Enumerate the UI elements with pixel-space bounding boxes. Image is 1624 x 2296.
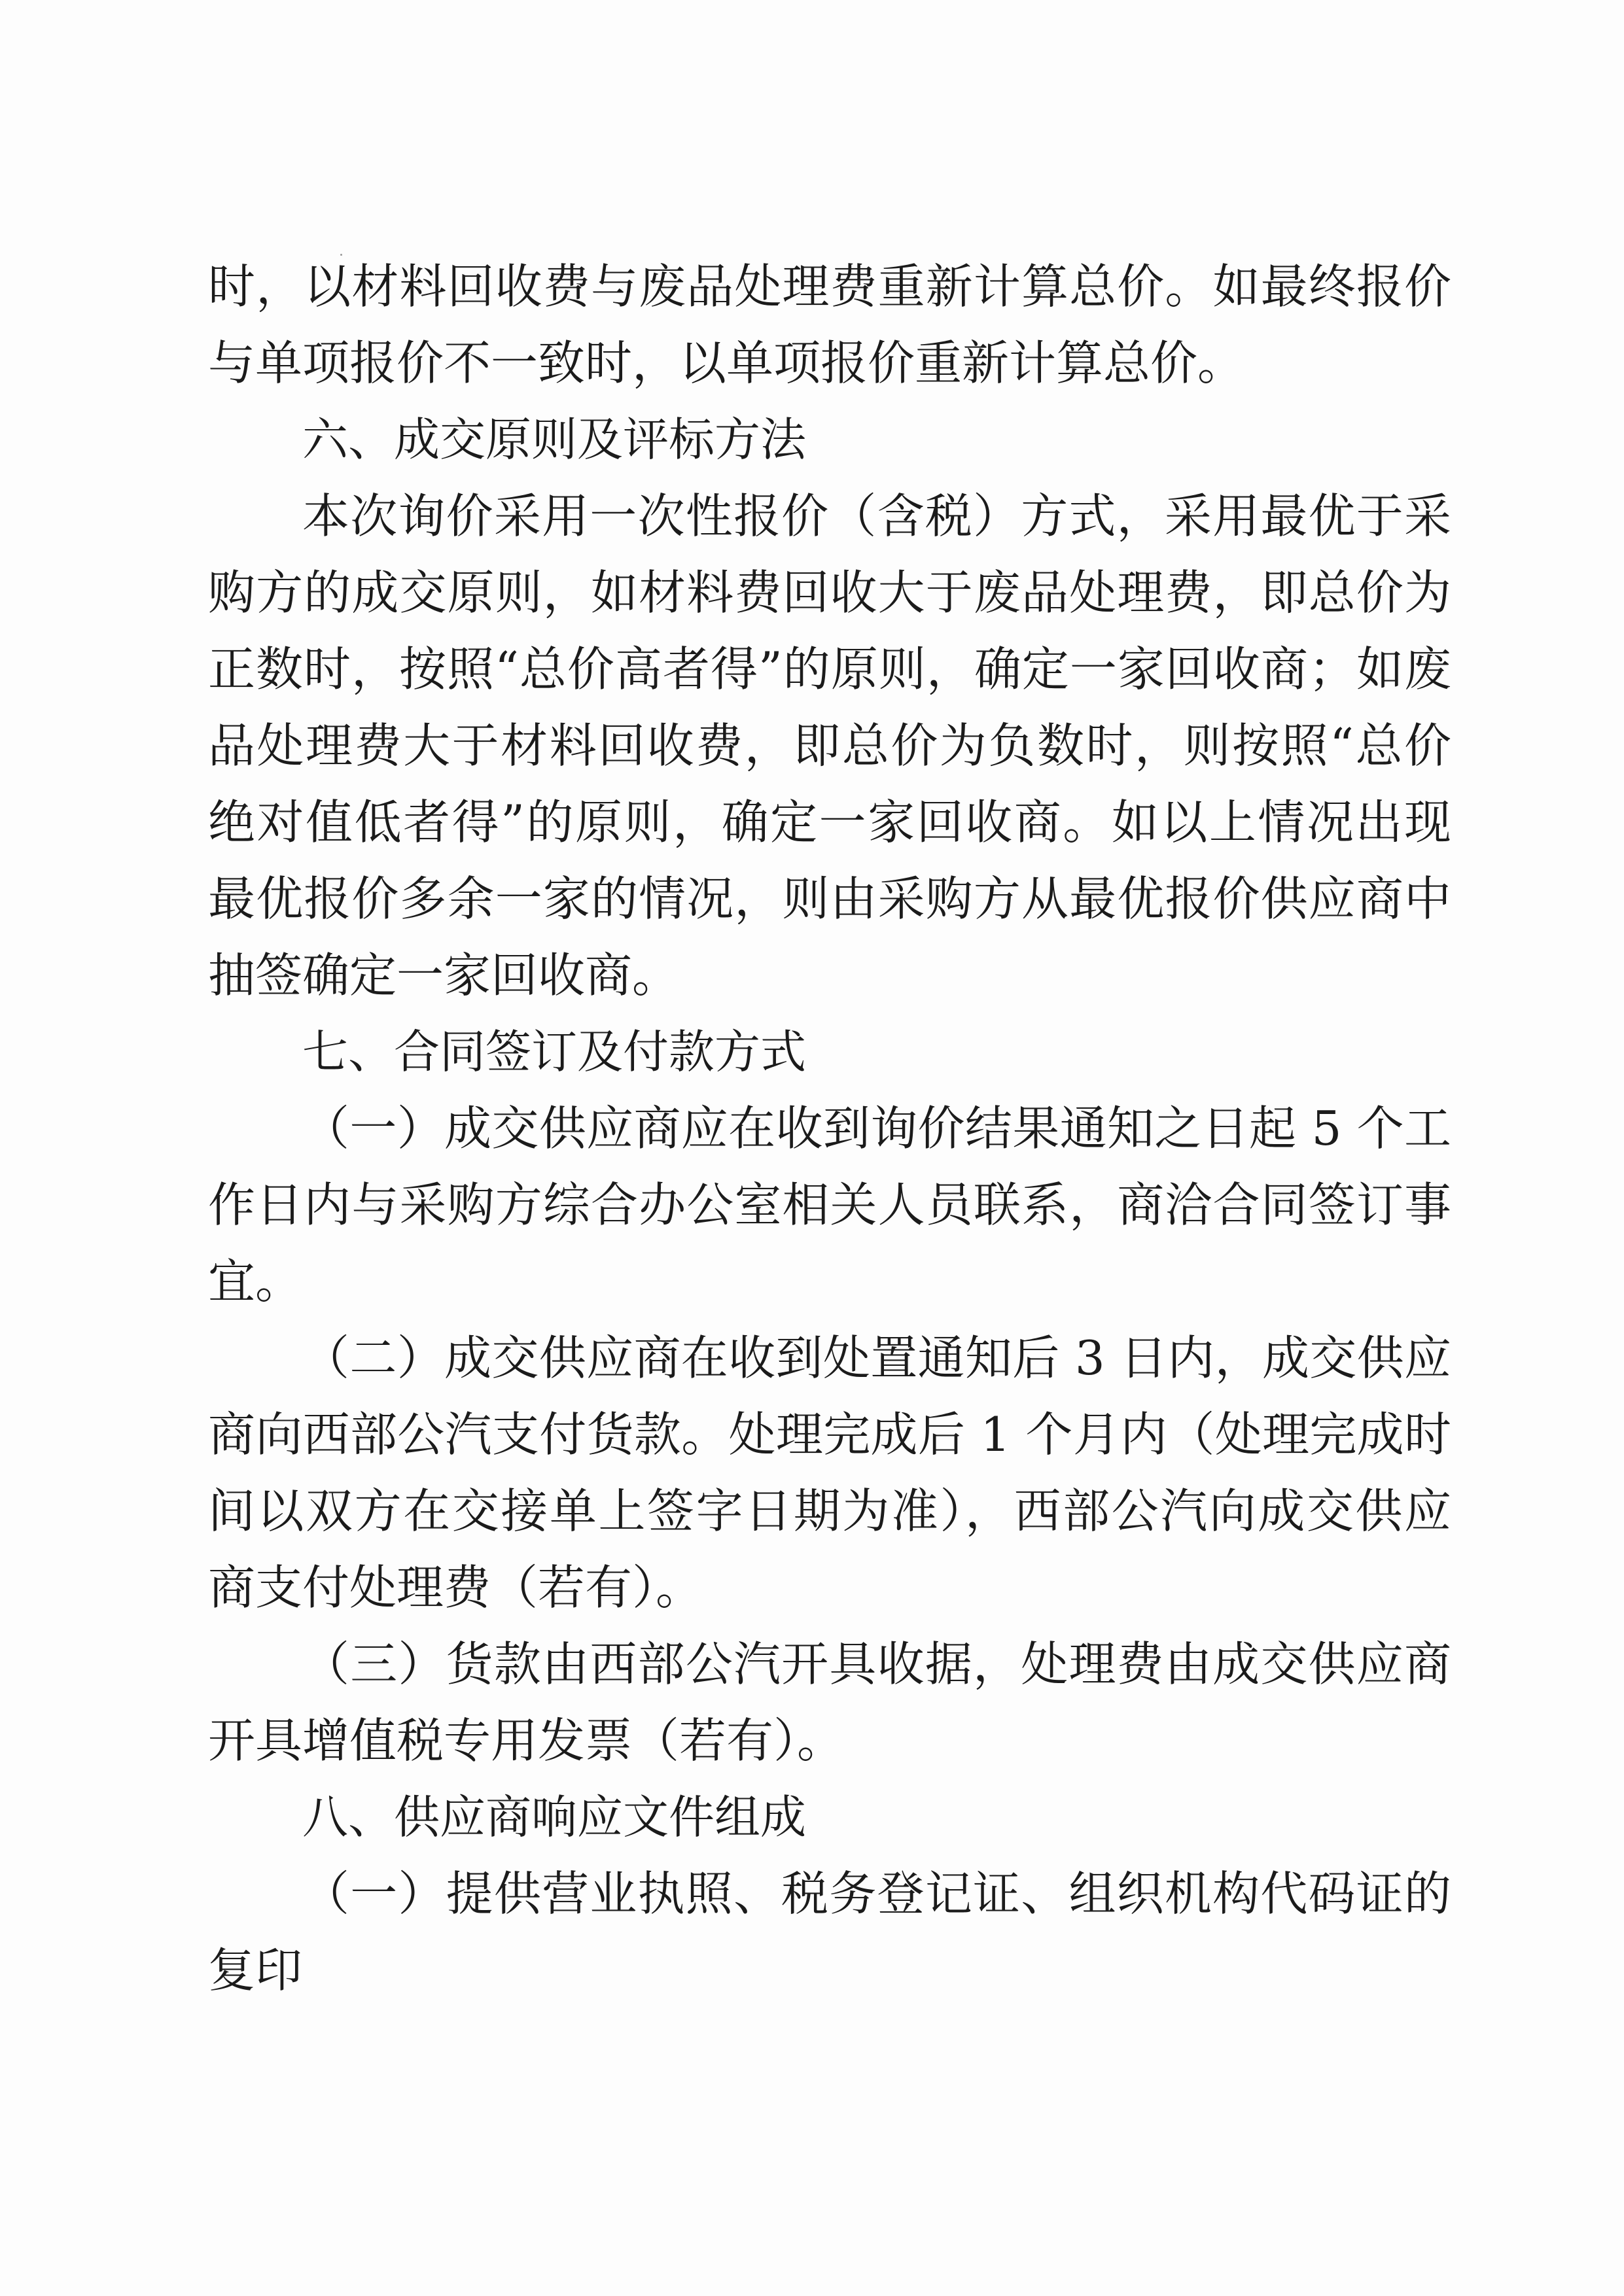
paragraph-invoice: （三）货款由西部公汽开具收据，处理费由成交供应商开具增值税专用发票（若有）。: [208, 1637, 1451, 1768]
paragraph-payment: （二）成交供应商在收到处置通知后 3 日内，成交供应商向西部公汽支付货款。处理完成后 1 个月内（处理完成时间以双方在交接单上签字日期为准），西部公汽向成交供应商支付处理费（若有）。: [208, 1331, 1451, 1615]
paragraph-total-price-recalculation: 时，以材料回收费与废品处理费重新计算总价。如最终报价与单项报价不一致时，以单项报价重新计算总价。: [208, 259, 1451, 391]
section-heading-eight: 八、供应商响应文件组成: [302, 1790, 806, 1844]
section-heading-six: 六、成交原则及评标方法: [302, 413, 806, 466]
paragraph-contract-signing: （一）成交供应商应在收到询价结果通知之日起 5 个工作日内与采购方综合办公室相关人员联系，商洽合同签订事宜。: [208, 1101, 1451, 1309]
paragraph-award-principle: 本次询价采用一次性报价（含税）方式，采用最优于采购方的成交原则，如材料费回收大于废品处理费，即总价为正数时，按照“总价高者得”的原则，确定一家回收商；如废品处理费大于材料回收费，即总价为负数时，则按照“总价绝对值低者得”的原则，确定一家回收商。如以上情况出现最优报价多余一家的情况，则由采购方从最优报价供应商中抽签确定一家回收商。: [208, 489, 1451, 1003]
section-heading-seven: 七、合同签订及付款方式: [302, 1025, 806, 1079]
document-body: [208, 249, 1451, 2009]
paragraph-required-documents: （一）提供营业执照、税务登记证、组织机构代码证的复印: [208, 1866, 1451, 1998]
